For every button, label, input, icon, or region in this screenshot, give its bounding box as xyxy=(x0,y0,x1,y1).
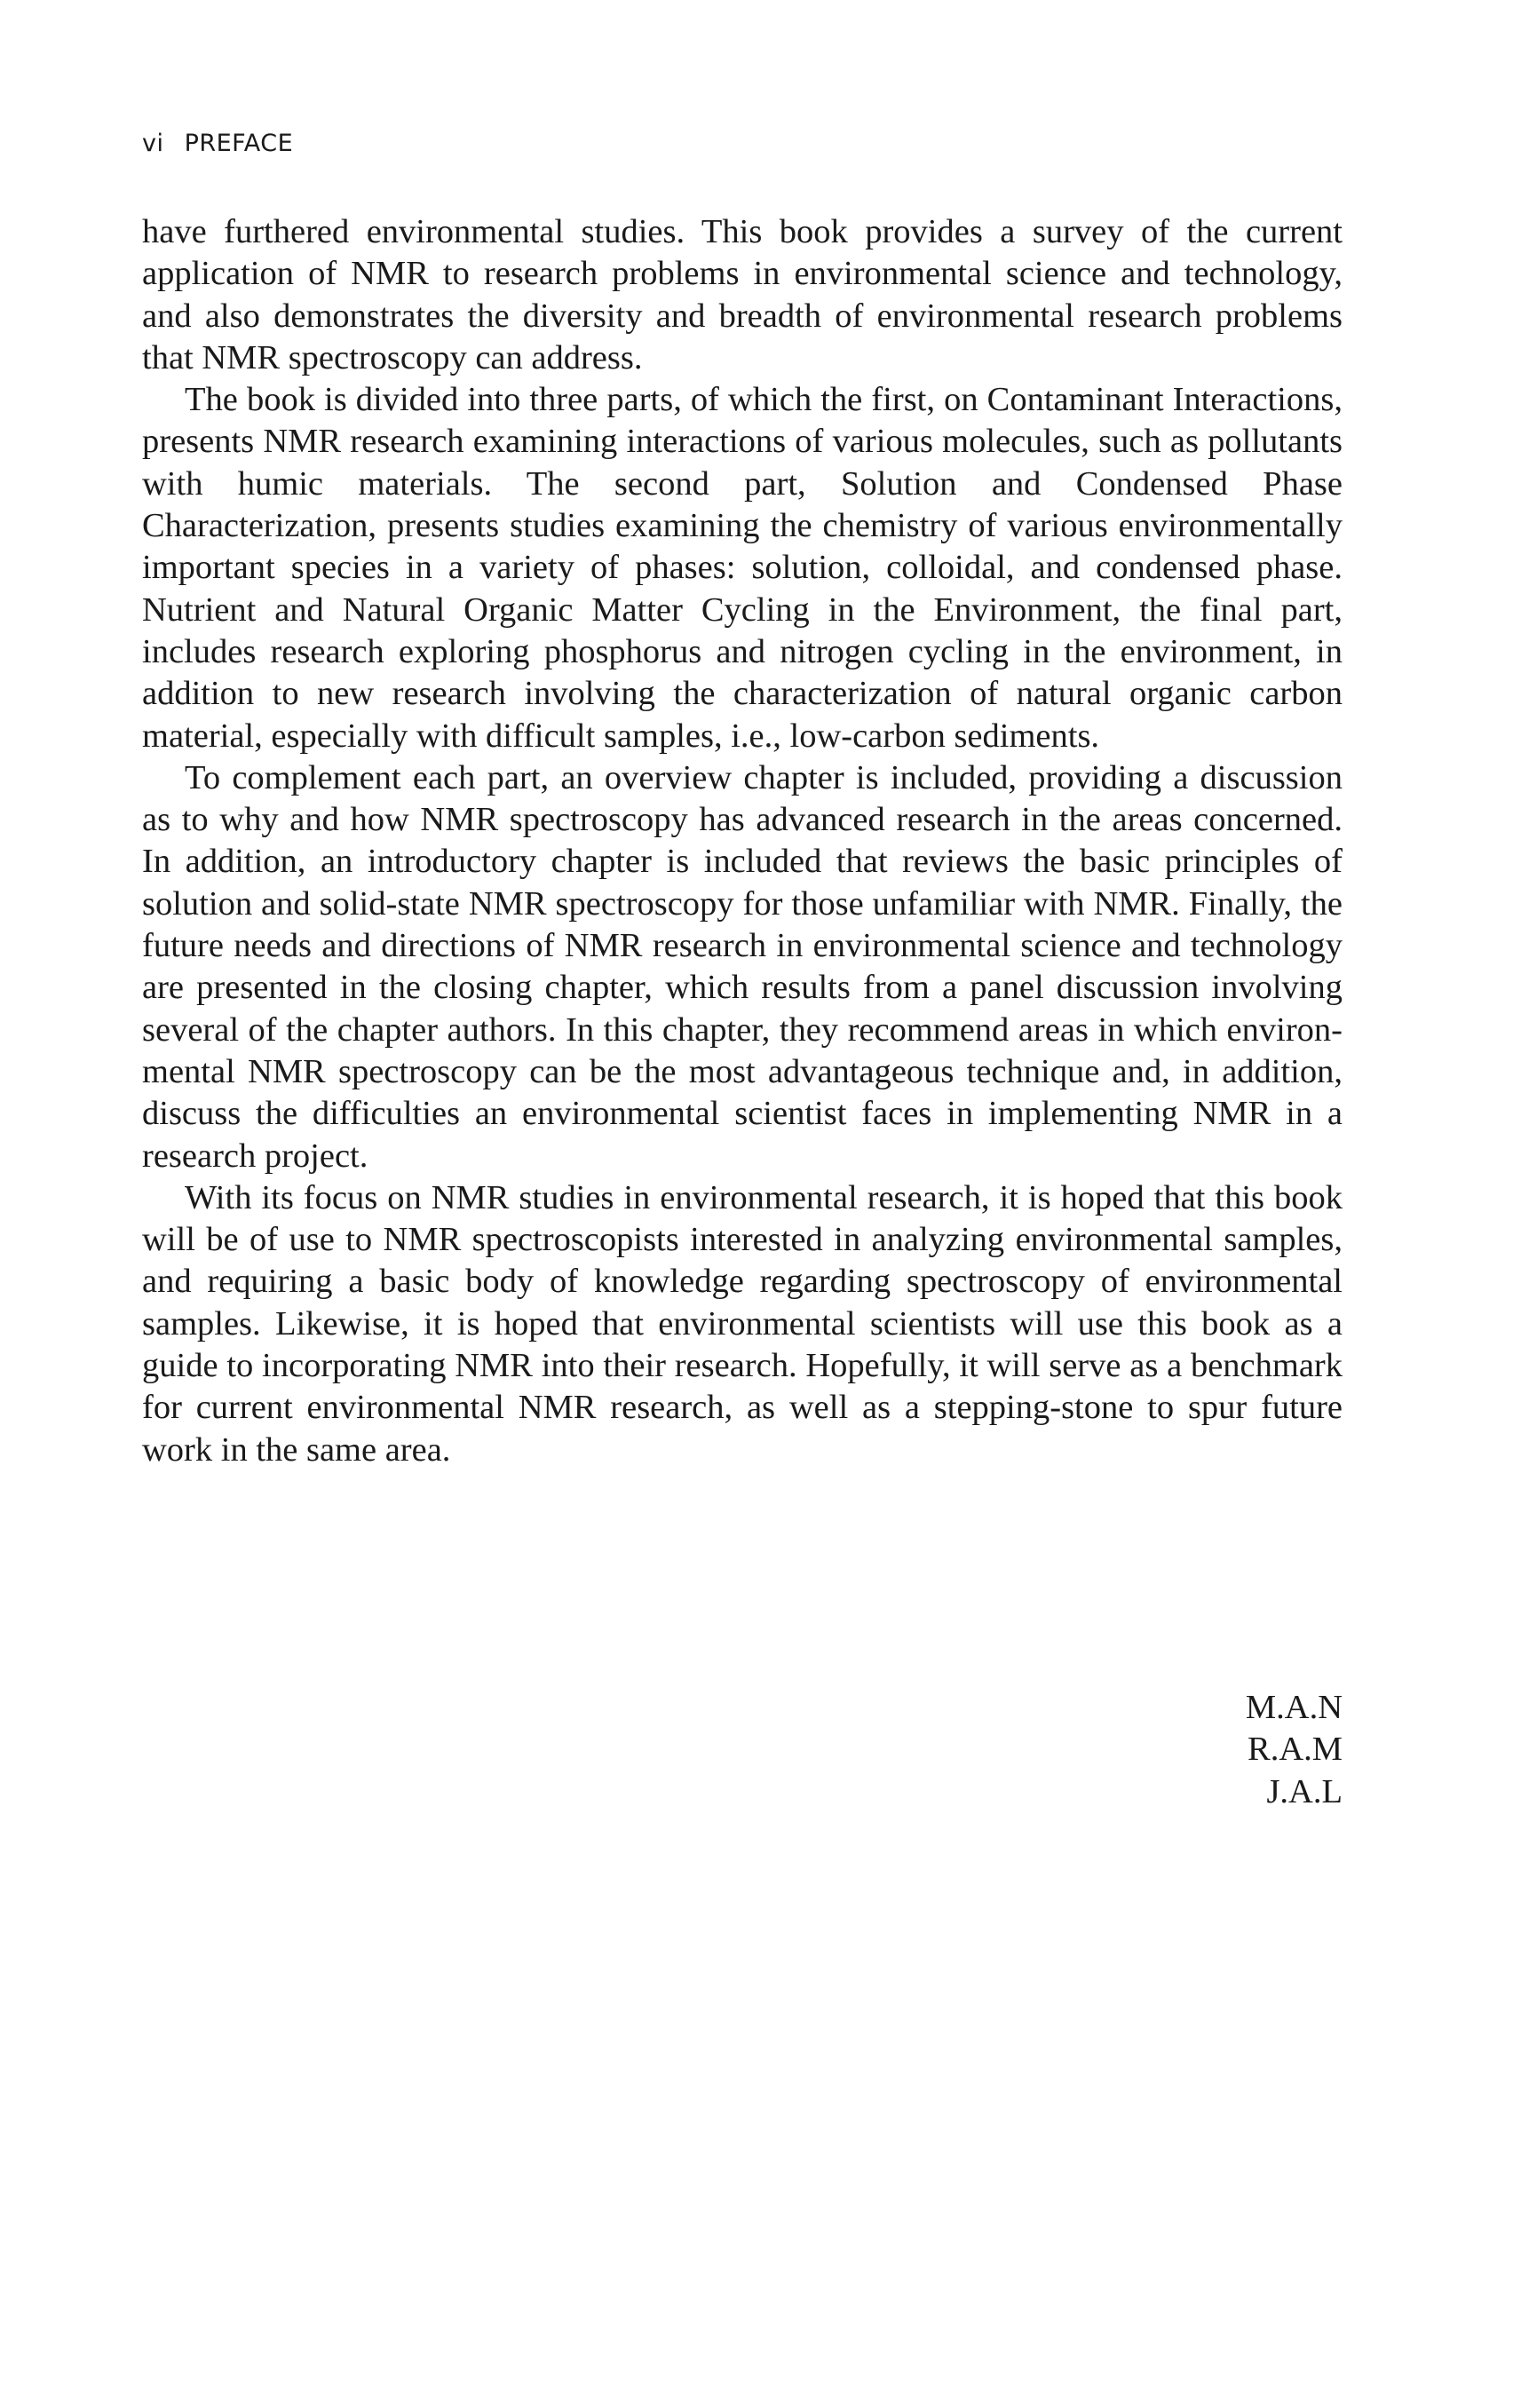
paragraph-2: The book is divided into three parts, of which the first, on Contaminant Interactions, presents NMR research examining interactions of various molecules, such as pollutants with humic materials. The second part, Solution and Condensed Phase Characterization, presents studies examining the chemistry of various environmentally important species in a variety of phases: solution, colloidal, and condensed phase. Nutrient and Natural Organic Matter Cycling in the Environment, the final part, includes research exploring phosphorus and nitrogen cycling in the environment, in addition to new research involving the characterization of natural organic carbon material, especially with difficult samples, i.e., low-carbon sediments. xyxy=(142,381,1343,755)
paragraph-4: With its focus on NMR studies in environmental research, it is hoped that this book will be of use to NMR spectroscopists interested in analyzing environmental samples, and requiring a basic body of knowledge regarding spectroscopy of environmental samples. Likewise, it is hoped that environmental scientists will use this book as a guide to incorporating NMR into their research. Hopefully, it will serve as a benchmark for current environmental NMR research, as well as a stepping-stone to spur future work in the same area. xyxy=(142,1178,1343,1469)
page-number: vi xyxy=(142,130,164,157)
signature-block xyxy=(1246,1687,1343,1813)
paragraph-3: To complement each part, an overview chapter is included, providing a discussion as to why and how NMR spectroscopy has advanced research in the areas concerned. In addition, an introductory chapter is included that reviews the basic principles of solution and solid-state NMR spectroscopy for those unfamiliar with NMR. Finally, the future needs and directions of NMR research in environmental science and technology are presented in the closing chapter, which results from a panel discussion involving several of the chapter authors. In this chapter, they recommend areas in which environmental NMR spectroscopy can be the most advantageous technique and, in addition, discuss the difficulties an environmental scientist faces in implementing NMR in a research project. xyxy=(142,758,1343,1175)
signature-initials-1: M.A.N xyxy=(1245,1689,1343,1726)
preface-body xyxy=(142,211,1343,1471)
paragraph-1: have furthered environmental studies. This book provides a survey of the current application of NMR to research problems in environmental science and technology, and also demonstrates the diversity and breadth of environmental research problems that NMR spectroscopy can address. xyxy=(142,213,1343,376)
running-head xyxy=(142,130,293,157)
signature-initials-3: J.A.L xyxy=(1266,1772,1343,1810)
signature-initials-2: R.A.M xyxy=(1248,1731,1343,1769)
section-title: PREFACE xyxy=(184,130,294,157)
